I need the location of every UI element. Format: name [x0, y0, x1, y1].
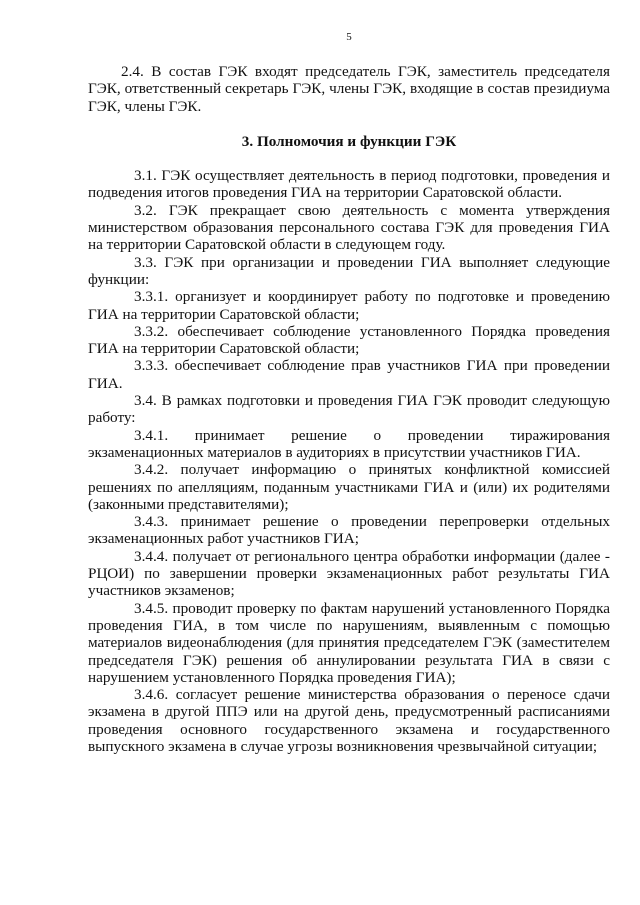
paragraph-3-3-3: 3.3.3. обеспечивает соблюдение прав участников ГИА при проведении ГИА. [88, 357, 610, 392]
paragraph-3-4-5: 3.4.5. проводит проверку по фактам нарушений установленного Порядка проведения ГИА, в том числе по нарушениям, выявленным с помощью материалов видеонаблюдения (для принятия председателем ГЭК (заместителем председателя ГЭК) решения об аннулировании результата ГИА в связи с нарушением установленного Порядка проведения ГИА); [88, 599, 610, 686]
paragraph-3-4-3: 3.4.3. принимает решение о проведении перепроверки отдельных экзаменационных работ участников ГИА; [88, 513, 610, 548]
paragraph-3-4-4: 3.4.4. получает от регионального центра обработки информации (далее - РЦОИ) по завершении проверки экзаменационных работ результаты ГИА участников экзаменов; [88, 547, 610, 600]
paragraph-3-1: 3.1. ГЭК осуществляет деятельность в период подготовки, проведения и подведения итогов проведения ГИА на территории Саратовской области. [88, 167, 610, 202]
paragraph-3-2: 3.2. ГЭК прекращает свою деятельность с момента утверждения министерством образования персонального состава ГЭК для проведения ГИА на территории Саратовской области в следующем году. [88, 201, 610, 254]
paragraph-3-3: 3.3. ГЭК при организации и проведении ГИА выполняет следующие функции: [88, 253, 610, 288]
page-number: 5 [346, 31, 352, 43]
paragraph-3-4-6: 3.4.6. согласует решение министерства образования о переносе сдачи экзамена в другой ППЭ или на другой день, предусмотренный расписаниями проведения основного государственного экзамена и государственного выпускного экзамена в случае угрозы возникновения чрезвычайной ситуации; [88, 686, 610, 755]
paragraph-3-4-2: 3.4.2. получает информацию о принятых конфликтной комиссией решениях по апелляциям, поданным участниками ГИА и (или) их родителями (законными представителями); [88, 461, 610, 513]
paragraph-3-3-2: 3.3.2. обеспечивает соблюдение установленного Порядка проведения ГИА на территории Саратовской области; [88, 322, 610, 358]
paragraph-3-3-1: 3.3.1. организует и координирует работу по подготовке и проведению ГИА на территории Саратовской области; [88, 288, 610, 323]
paragraph-3-4: 3.4. В рамках подготовки и проведения ГИА ГЭК проводит следующую работу: [88, 392, 610, 427]
paragraph-3-4-1: 3.4.1. принимает решение о проведении тиражирования экзаменационных материалов в аудиториях в присутствии участников ГИА. [88, 426, 610, 461]
paragraph-2-4: 2.4. В состав ГЭК входят председатель ГЭК, заместитель председателя ГЭК, ответственный секретарь ГЭК, члены ГЭК, входящие в состав президиума ГЭК, члены ГЭК. [88, 63, 610, 115]
section-heading: 3. Полномочия и функции ГЭК [241, 132, 457, 150]
